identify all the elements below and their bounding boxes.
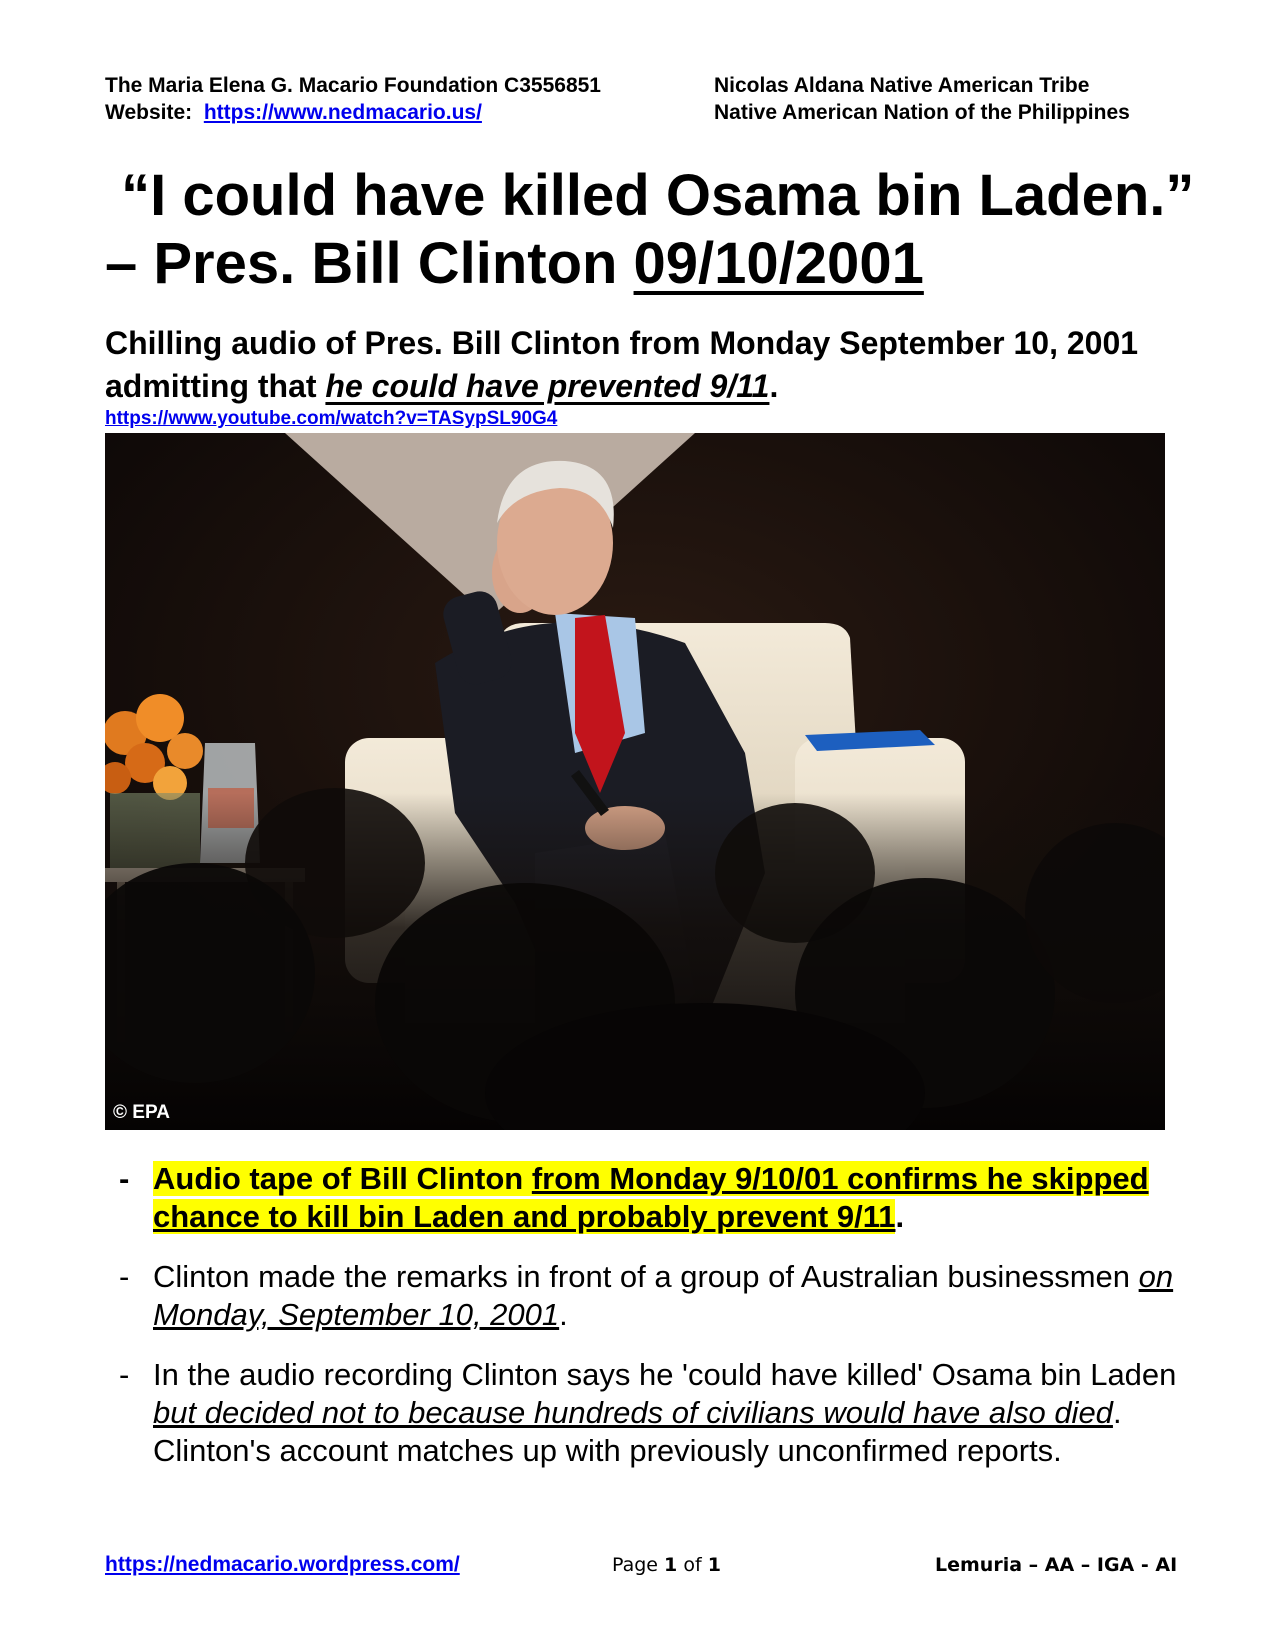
- bullet-dash: -: [119, 1161, 130, 1196]
- bullet-dash: -: [119, 1259, 130, 1294]
- title-date: 09/10/2001: [633, 231, 924, 296]
- bullet-3-end: . Clinton's account matches up with previously unconfirmed reports.: [153, 1395, 1122, 1468]
- title-quote: “I could have killed Osama bin Laden.” – Pres. Bill Clinton: [105, 163, 1195, 296]
- header-right: [714, 72, 1130, 126]
- photo-credit: © EPA: [113, 1102, 170, 1123]
- bullet-3-text: In the audio recording Clinton says he 'could have killed' Osama bin Laden: [153, 1357, 1177, 1392]
- bullet-2-emphasis: on Monday, September 10, 2001: [153, 1259, 1174, 1332]
- nation-name: Native American Nation of the Philippines: [714, 101, 1130, 124]
- bullet-1-text: Audio tape of Bill Clinton: [153, 1161, 532, 1196]
- page-of: of: [677, 1554, 708, 1576]
- page-current: 1: [664, 1554, 678, 1576]
- page-number: [612, 1552, 721, 1578]
- bullet-item-1: [105, 1160, 1225, 1236]
- website-link[interactable]: https://www.nedmacario.us/: [203, 101, 482, 124]
- website-line: [105, 99, 601, 126]
- bullet-list: [105, 1160, 1225, 1492]
- subtitle-end: .: [769, 368, 779, 404]
- page-title: [105, 162, 1205, 298]
- bullet-1-highlight: [153, 1161, 1149, 1234]
- bullet-2-end: .: [559, 1297, 568, 1332]
- tribe-name: Nicolas Aldana Native American Tribe: [714, 74, 1090, 97]
- subtitle-emphasis: he could have prevented 9/11: [325, 368, 770, 404]
- bullet-item-3: [105, 1356, 1225, 1470]
- bullet-dash: -: [119, 1357, 130, 1392]
- subtitle-text: Chilling audio of Pres. Bill Clinton from Monday September 10, 2001 admitting that: [105, 325, 1139, 404]
- bullet-2-text: Clinton made the remarks in front of a group of Australian businessmen: [153, 1259, 1139, 1294]
- website-label: Website:: [105, 101, 193, 124]
- page-prefix: Page: [612, 1554, 665, 1576]
- subtitle: [105, 322, 1215, 408]
- page-total: 1: [707, 1554, 721, 1576]
- bullet-3-emphasis: but decided not to because hundreds of civilians would have also died: [153, 1395, 1113, 1430]
- bullet-item-2: [105, 1258, 1225, 1334]
- youtube-link[interactable]: https://www.youtube.com/watch?v=TASypSL90G4: [105, 408, 558, 429]
- footer-link[interactable]: https://nedmacario.wordpress.com/: [105, 1553, 460, 1576]
- bullet-1-underlined: from Monday 9/10/01 confirms he skipped chance to kill bin Laden and probably prevent 9/11: [153, 1161, 1149, 1234]
- clinton-photo: [105, 433, 1165, 1130]
- bullet-1-end: .: [895, 1199, 905, 1234]
- foundation-name: The Maria Elena G. Macario Foundation C3556851: [105, 74, 601, 97]
- header-left: [105, 72, 601, 126]
- footer-right-text: Lemuria – AA – IGA - AI: [935, 1554, 1178, 1576]
